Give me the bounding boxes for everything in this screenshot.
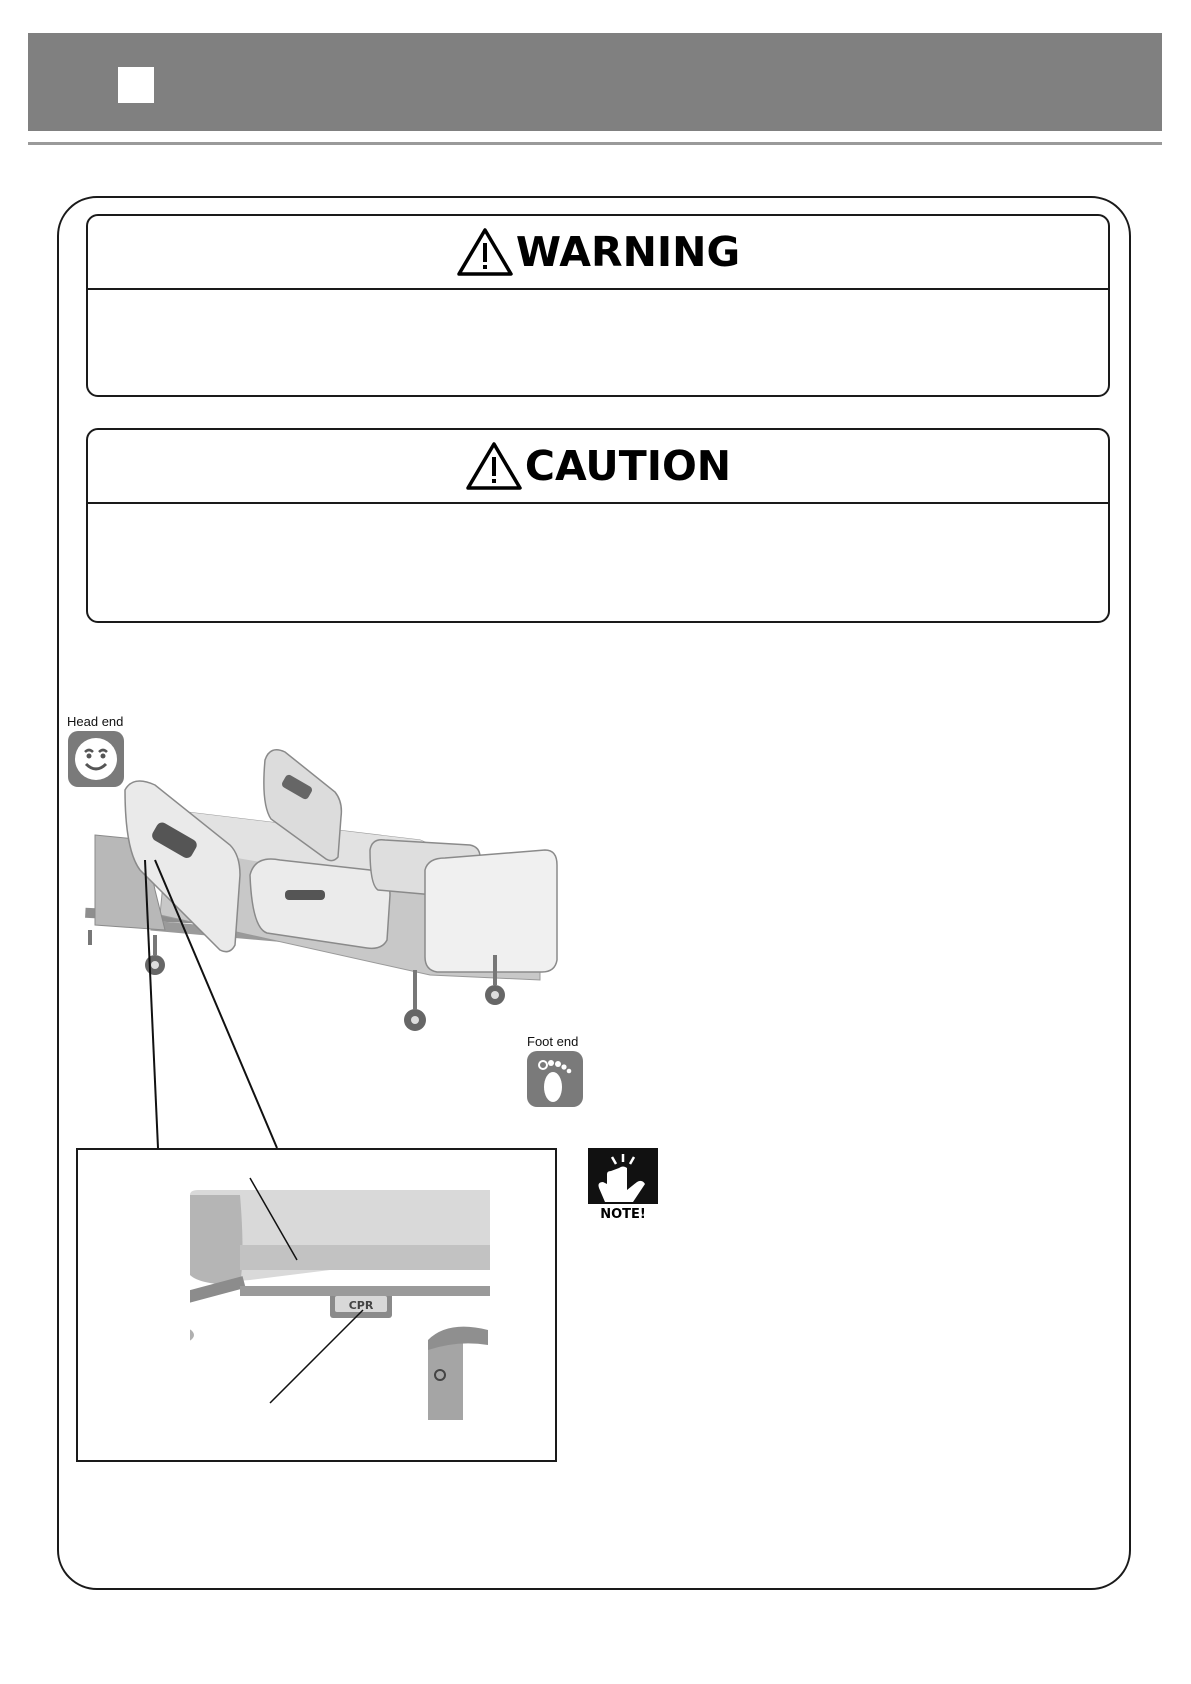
warning-header	[88, 216, 1108, 290]
caution-box	[86, 428, 1110, 623]
warning-box	[86, 214, 1110, 397]
section-header-bar	[28, 33, 1162, 131]
callout-lines	[140, 855, 340, 1155]
warning-title: WARNING	[515, 228, 741, 276]
cpr-label: CPR	[348, 1299, 374, 1312]
foot-end-icon	[527, 1051, 583, 1107]
head-end-label: Head end	[67, 714, 124, 729]
caution-header	[88, 430, 1108, 504]
note-hand-icon	[588, 1148, 658, 1220]
footprint-icon	[527, 1051, 583, 1107]
note-label: NOTE!	[600, 1207, 646, 1220]
section-number-box	[118, 67, 154, 103]
caution-title: CAUTION	[524, 442, 732, 490]
caution-triangle-icon	[465, 441, 523, 491]
header-divider	[28, 142, 1162, 145]
warning-triangle-icon	[456, 227, 514, 277]
foot-end-label: Foot end	[527, 1034, 579, 1049]
detail-pointer-lines	[245, 1175, 385, 1405]
